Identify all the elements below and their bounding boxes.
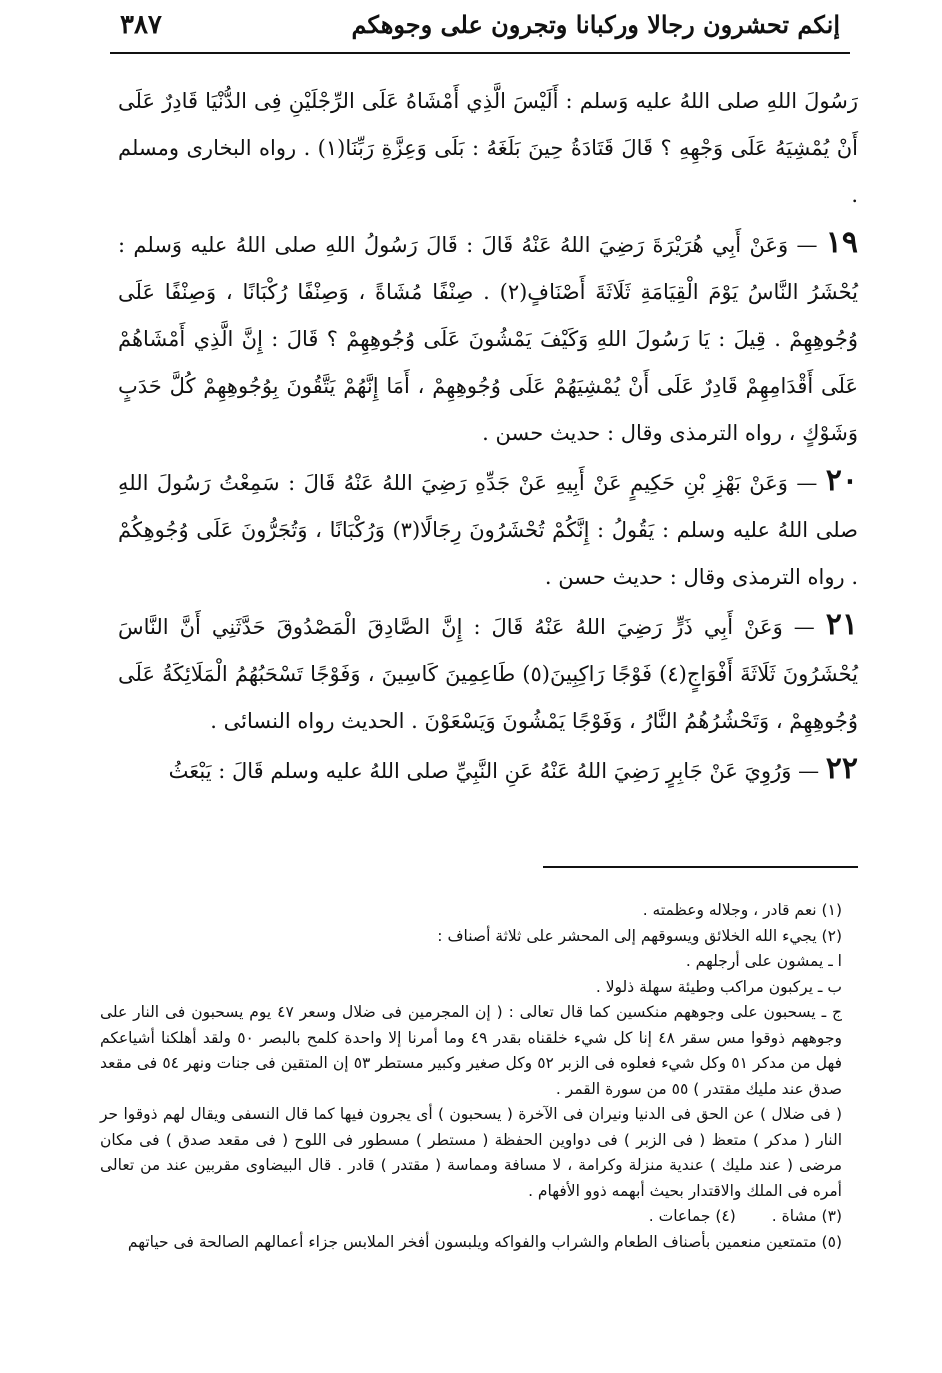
footnote-5: (٥) متمتعين منعمين بأصناف الطعام والشراب والفواكه ويلبسون أفخر الملابس جزاء أعمالهم الصالحة فى حياتهم xyxy=(127,1232,842,1251)
footnote-1: (١) نعم قادر ، وجلاله وعظمته . xyxy=(642,901,842,919)
footnotes xyxy=(100,898,842,1255)
hadith-19 xyxy=(118,219,858,457)
footnote-2-item-c: ج ـ يسحبون على وجوههم منكسين كما قال تعالى : ( إن المجرمين فى ضلال وسعر ٤٧ يوم يسحبون فى النار على وجوههم ذوقوا مس سقر ٤٨ إنا كل شيء خلقناه بقدر ٤٩ وما أمرنا إلا واحدة كلمح بالبصر ٥٠ ولقد أهلكنا أشياعكم فهل من مدكر ٥١ وكل شيء فعلوه فى الزبر ٥٢ وكل صغير وكبير مستطر ٥٣ إن المتقين فى جنات ونهر ٥٤ فى مقعد صدق عند مليك مقتدر ) ٥٥ من سورة القمر . xyxy=(100,1003,843,1098)
footnote-2-commentary: ( فى ضلال ) عن الحق فى الدنيا ونيران فى الآخرة ( يسحبون ) أى يجرون فيها كما قال النسفى ويقال لهم ذوقوا حر النار ( مدكر ) متعظ ( فى الزبر ) فى دواوين الحفظة ( مستطر ) مسطور فى اللوح ( فى مقعد صدق ) فى مكان مرضى ( عند مليك ) عندية منزلة وكرامة ، لا مسافة ومماسة ( مقتدر ) قادر . قال البيضاوى مقربين عند من تعالى أمره فى الملك والاقتدار بحيث أبهمه ذوو الأفهام . xyxy=(100,1105,842,1200)
footnote-4: (٤) جماعات . xyxy=(648,1207,736,1225)
footnote-3: (٣) مشاة . xyxy=(771,1207,842,1225)
footnote-2-item-a: ا ـ يمشون على أرجلهم . xyxy=(685,952,842,970)
hadith-21 xyxy=(118,601,858,745)
hadith-number: ٢٠ xyxy=(825,463,858,498)
hadith-22 xyxy=(118,745,858,795)
page-number: ٣٨٧ xyxy=(120,10,162,40)
hadith-text: — وَرُوِيَ عَنْ جَابِرٍ رَضِيَ اللهُ عَنْهُ عَنِ النَّبِيِّ صلى اللهُ عليه وسلم قَالَ : يَبْعَثُ xyxy=(168,759,826,783)
hadith-text: — وَعَنْ أَبِي ذَرٍّ رَضِيَ اللهُ عَنْهُ قَالَ : إِنَّ الصَّادِقَ الْمَصْدُوقَ حَدَّثَنِي أَنَّ النَّاسَ يُحْشَرُونَ ثَلَاثَةَ أَفْوَاجٍ(٤) فَوْجًا رَاكِبِينَ(٥) طَاعِمِينَ كَاسِينَ ، وَفَوْجًا تَسْحَبُهُمُ الْمَلَائِكَةُ عَلَى وُجُوهِهِمْ ، وَتَحْشُرُهُمُ النَّارُ ، وَفَوْجًا يَمْشُونَ وَيَسْعَوْنَ . الحديث رواه النسائى . xyxy=(118,615,859,733)
footnote-2-item-b: ب ـ يركبون مراكب وطيئة سهلة ذلولا . xyxy=(595,977,842,996)
footnote-divider xyxy=(543,866,858,868)
running-title: إنكم تحشرون رجالا وركبانا وتجرون على وجوهكم xyxy=(351,10,840,39)
paragraph-continuation: رَسُولَ اللهِ صلى اللهُ عليه وَسلم : أَلَيْسَ الَّذِي أَمْشَاهُ عَلَى الرِّجْلَيْنِ فِى الدُّنْيَا قَادِرٌ عَلَى أَنْ يُمْشِيَهُ عَلَى وَجْهِهِ ؟ قَالَ قَتَادَةُ حِينَ بَلَغَهُ : بَلَى وَعِزَّةِ رَبِّنَا(١) . رواه البخارى ومسلم . xyxy=(118,89,859,207)
hadith-text: — وَعَنْ بَهْزِ بْنِ حَكِيمٍ عَنْ أَبِيهِ عَنْ جَدِّهِ رَضِيَ اللهُ عَنْهُ قَالَ : سَمِعْتُ رَسُولَ اللهِ صلى اللهُ عليه وسلم : يَقُولُ : إِنَّكُمْ تُحْشَرُونَ رِجَالًا(٣) وَرُكْبَانًا ، وَتُجَرُّونَ عَلَى وُجُوهِكُمْ . رواه الترمذى وقال : حديث حسن . xyxy=(118,471,858,589)
running-header xyxy=(120,4,840,50)
hadith-number: ٢٢ xyxy=(825,751,858,786)
hadith-text: — وَعَنْ أَبِي هُرَيْرَةَ رَضِيَ اللهُ عَنْهُ قَالَ : قَالَ رَسُولُ اللهِ صلى اللهُ عليه وَسلم : يُحْشَرُ النَّاسُ يَوْمَ الْقِيَامَةِ ثَلَاثَةَ أَصْنَافٍ(٢) . صِنْفًا مُشَاةً ، وَصِنْفًا رُكْبَانًا ، وَصِنْفًا عَلَى وُجُوهِهِمْ . قِيلَ : يَا رَسُولَ اللهِ وَكَيْفَ يَمْشُونَ عَلَى وُجُوهِهِمْ ؟ قَالَ : إِنَّ الَّذِي أَمْشَاهُمْ عَلَى أَقْدَامِهِمْ قَادِرٌ عَلَى أَنْ يُمْشِيَهُمْ عَلَى وُجُوهِهِمْ ، أَمَا إِنَّهُمْ يَتَّقُونَ بِوُجُوهِهِمْ كُلَّ حَدَبٍ وَشَوْكٍ ، رواه الترمذى وقال : حديث حسن . xyxy=(118,233,858,445)
hadith-20 xyxy=(118,457,858,601)
hadith-number: ٢١ xyxy=(825,607,858,642)
hadith-number: ١٩ xyxy=(825,225,858,260)
footnote-row-3-4 xyxy=(100,1204,842,1230)
header-divider xyxy=(110,52,850,54)
main-text xyxy=(118,78,858,795)
footnote-2: (٢) يجيء الله الخلائق ويسوقهم إلى المحشر على ثلاثة أصناف : xyxy=(437,926,842,945)
